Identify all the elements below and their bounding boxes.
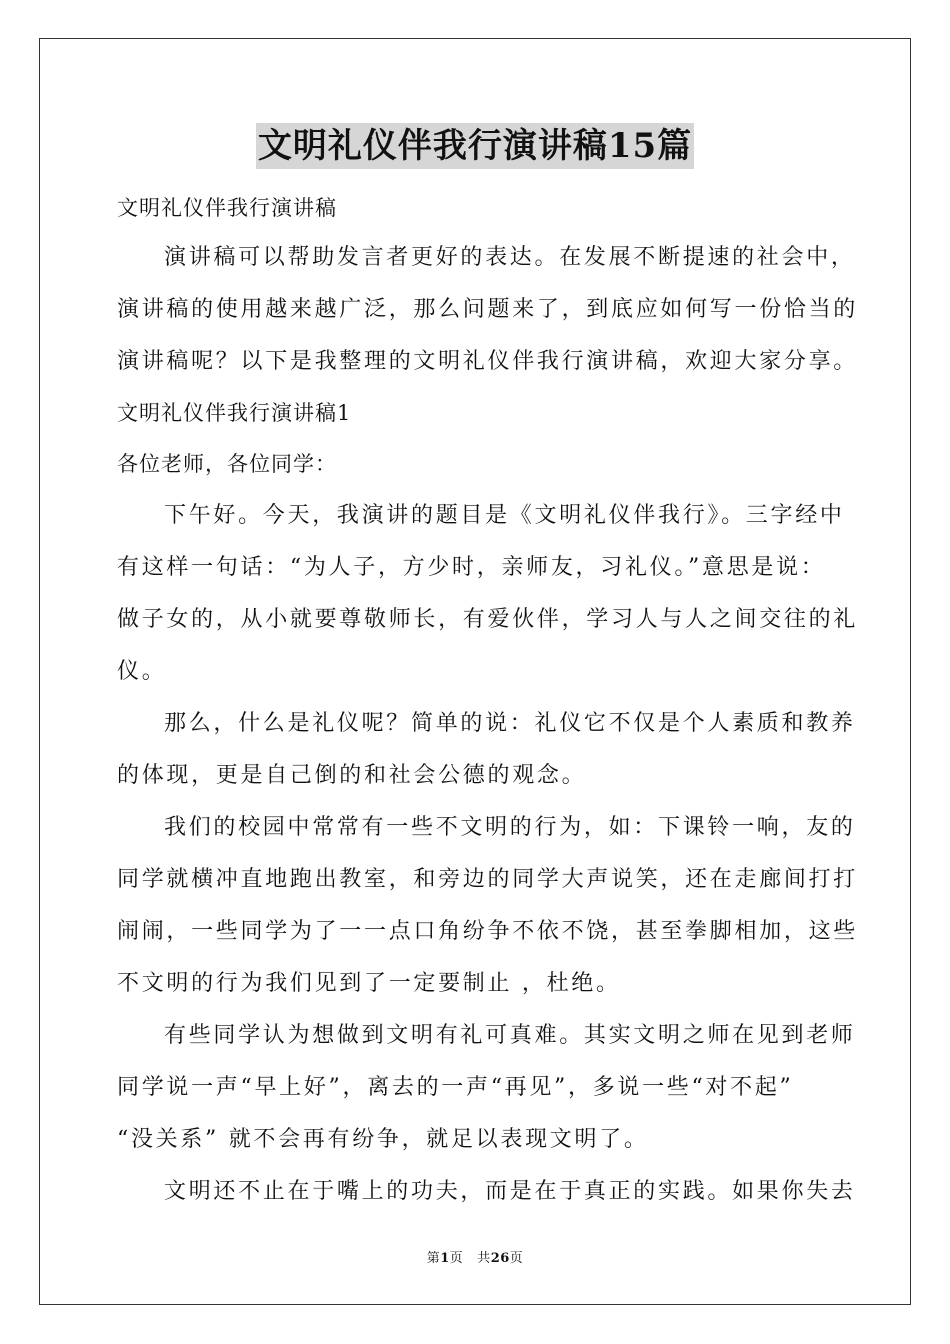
- paragraph: [117, 1166, 856, 1218]
- text-line: “没关系” 就不会再有纷争，就足以表现文明了。: [117, 1127, 649, 1152]
- footer-page-suffix: 页: [449, 1251, 464, 1266]
- text-line: 那么，什么是礼仪呢？简单的说：礼仪它不仅是个人素质和教养: [164, 711, 856, 736]
- text-line: 做子女的，从小就要尊敬师长，有爱伙伴，学习人与人之间交往的礼: [117, 607, 859, 632]
- document-body: [117, 118, 859, 1218]
- document-title: 文明礼仪伴我行演讲稿15篇: [256, 123, 694, 169]
- text-line: 有些同学认为想做到文明有礼可真难。其实文明之师在见到老师: [164, 1023, 856, 1048]
- footer-page-number: 1: [440, 1251, 450, 1266]
- paragraph: [117, 490, 859, 698]
- text-line: 文明还不止在于嘴上的功夫，而是在于真正的实践。如果你失去: [164, 1179, 856, 1204]
- text-line: 有这样一句话：“为人子，方少时，亲师友，习礼仪。”意思是说：: [117, 555, 826, 580]
- text-line: 演讲稿呢？以下是我整理的文明礼仪伴我行演讲稿，欢迎大家分享。: [117, 349, 859, 374]
- text-line: 同学说一声“早上好”，离去的一声“再见”，多说一些“对不起”: [117, 1075, 794, 1100]
- footer-prefix: 第: [426, 1251, 441, 1266]
- page-footer: [0, 1247, 950, 1266]
- text-line: 演讲稿的使用越来越广泛，那么问题来了，到底应如何写一份恰当的: [117, 297, 859, 322]
- text-line: 同学就横冲直地跑出教室，和旁边的同学大声说笑，还在走廊间打打: [117, 867, 859, 892]
- footer-total-pages: 26: [490, 1251, 510, 1266]
- text-line: 仪。: [117, 659, 167, 684]
- greeting: 各位老师，各位同学：: [117, 452, 337, 476]
- text-line: 下午好。今天，我演讲的题目是《文明礼仪伴我行》。三字经中: [164, 503, 845, 528]
- intro-paragraph: [117, 232, 859, 388]
- text-line: 闹闹，一些同学为了一一点口角纷争不依不饶，甚至拳脚相加，这些: [117, 919, 859, 944]
- text-line: 我们的校园中常常有一些不文明的行为，如：下课铃一响，友的: [164, 815, 856, 840]
- paragraph: [117, 698, 856, 802]
- text-line: 不文明的行为我们见到了一定要制止 ，杜绝。: [117, 971, 621, 996]
- text-line: 的体现，更是自己倒的和社会公德的观念。: [117, 763, 587, 788]
- paragraph: [117, 802, 859, 1010]
- footer-total-suffix: 页: [509, 1251, 524, 1266]
- text-line: 演讲稿可以帮助发言者更好的表达。在发展不断提速的社会中，: [164, 245, 856, 270]
- section-heading: 文明礼仪伴我行演讲稿1: [117, 401, 352, 425]
- document-subtitle: 文明礼仪伴我行演讲稿: [117, 196, 337, 220]
- footer-total-prefix: 共: [477, 1251, 491, 1266]
- title-wrapper: [117, 122, 833, 182]
- paragraph: [117, 1010, 856, 1166]
